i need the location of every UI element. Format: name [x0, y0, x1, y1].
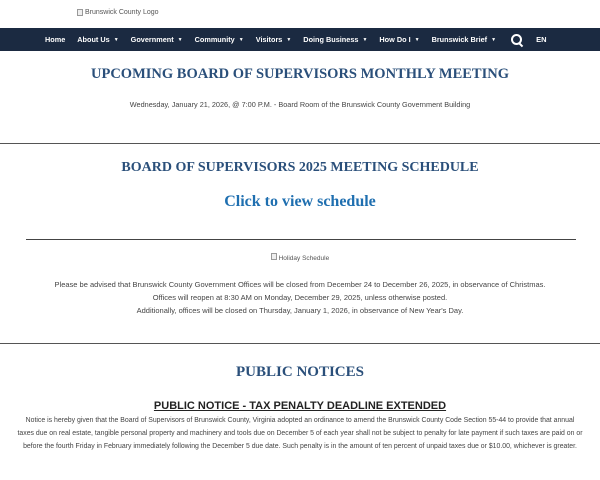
language-selector[interactable]: EN [536, 35, 547, 44]
notice-line: Notice is hereby given that the Board of Supervisors of Brunswick County, Virginia adopted an ordinance to amend the Brunswick County Code Section 55-44 to provide that annual [25, 417, 575, 424]
header [0, 0, 600, 28]
caret-down-icon: ▼ [414, 36, 420, 43]
nav-item-label: About Us [77, 35, 110, 44]
view-schedule-link[interactable]: Click to view schedule [224, 193, 376, 210]
nav-item-label: Doing Business [303, 35, 359, 44]
nav-item-label: Brunswick Brief [431, 35, 488, 44]
nav-item-community[interactable] [195, 35, 244, 44]
holiday-line: Offices will reopen at 8:30 AM on Monday, December 29, 2025, unless otherwise posted. [152, 293, 448, 302]
nav-item-how-do-i[interactable] [379, 35, 419, 44]
meeting-detail: Wednesday, January 21, 2026, @ 7:00 P.M. - Board Room of the Brunswick County Government Building [129, 100, 471, 109]
caret-down-icon: ▼ [286, 36, 292, 43]
public-notices-title: PUBLIC NOTICES [236, 364, 364, 380]
nav-item-label: Government [130, 35, 174, 44]
caret-down-icon: ▼ [238, 36, 244, 43]
notice-body [0, 414, 600, 453]
nav-item-government[interactable] [131, 35, 183, 44]
nav-item-visitors[interactable] [256, 35, 292, 44]
holiday-line: Please be advised that Brunswick County Government Offices will be closed from December 24 to December 26, 2025, in observance of Christmas. [54, 280, 546, 289]
broken-image-icon [271, 253, 277, 260]
caret-down-icon: ▼ [113, 36, 119, 43]
schedule-title: BOARD OF SUPERVISORS 2025 MEETING SCHEDULE [121, 160, 479, 175]
nav-item-about-us[interactable] [77, 35, 118, 44]
nav-item-home[interactable] [45, 35, 65, 44]
nav-item-label: Community [194, 35, 235, 44]
broken-image-icon [77, 9, 83, 16]
meeting-title: UPCOMING BOARD OF SUPERVISORS MONTHLY MEETING [90, 66, 509, 82]
nav-item-doing-business[interactable] [303, 35, 367, 44]
nav-item-label: Visitors [255, 35, 283, 44]
nav-items [45, 35, 508, 44]
caret-down-icon: ▼ [177, 36, 183, 43]
notice-line: taxes due on real estate, tangible personal property and machinery and tools due on December 5 of each year shall not be subject to penalty for late payment if such taxes are paid on or [17, 430, 583, 437]
divider [0, 143, 600, 144]
divider [26, 239, 576, 240]
holiday-schedule-image [0, 253, 600, 262]
notice-title: PUBLIC NOTICE - TAX PENALTY DEADLINE EXTENDED [153, 400, 447, 412]
search-icon[interactable] [510, 33, 524, 47]
nav-item-label: How Do I [379, 35, 411, 44]
nav-item-label: Home [45, 35, 66, 44]
main-nav [0, 28, 600, 51]
county-logo[interactable] [77, 9, 159, 16]
divider [0, 343, 600, 344]
nav-item-brunswick-brief[interactable] [432, 35, 497, 44]
holiday-notice [0, 278, 600, 317]
logo-alt-text: Brunswick County Logo [85, 9, 159, 16]
caret-down-icon: ▼ [362, 36, 368, 43]
holiday-image-alt: Holiday Schedule [278, 255, 330, 262]
holiday-line: Additionally, offices will be closed on Thursday, January 1, 2026, in observance of New Year's Day. [136, 306, 464, 315]
notice-line: before the fourth Friday in February immediately following the December 5 due date. Such penalty is in the amount of ten percent of unpaid taxes due or $10.00, whichever is greater. [23, 443, 577, 450]
caret-down-icon: ▼ [491, 36, 497, 43]
